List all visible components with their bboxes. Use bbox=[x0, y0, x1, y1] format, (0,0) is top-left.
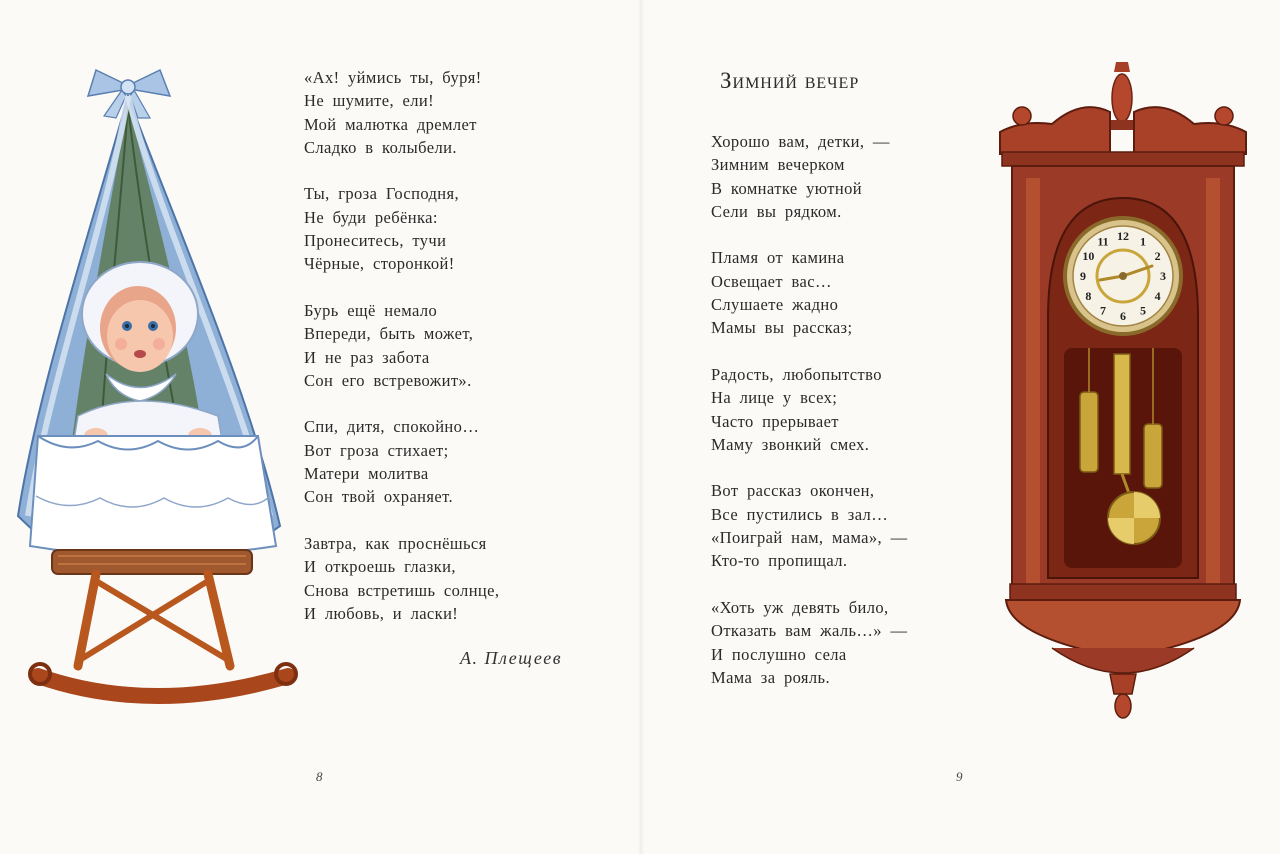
stanza bbox=[711, 363, 908, 456]
stanza bbox=[711, 246, 908, 339]
poem-line: Сели вы рядком. bbox=[711, 201, 842, 221]
poem-line: Бурь ещё немало bbox=[304, 300, 438, 320]
poem-left bbox=[304, 66, 499, 648]
poem-line: Мама за рояль. bbox=[711, 667, 830, 687]
stanza bbox=[304, 299, 499, 392]
stanza bbox=[304, 532, 499, 625]
poem-line: Завтра, как проснёшься bbox=[304, 533, 487, 553]
poem-line: Кто-то пропищал. bbox=[711, 551, 848, 571]
clock-numeral: 10 bbox=[1082, 249, 1095, 263]
wall-clock-illustration bbox=[992, 58, 1254, 723]
poem-line: И не раз забота bbox=[304, 347, 430, 367]
stanza bbox=[304, 415, 499, 508]
poem-line: Все пустились в зал… bbox=[711, 504, 889, 524]
weight-left bbox=[1080, 392, 1098, 472]
clock-numeral: 2 bbox=[1154, 249, 1161, 263]
poem-line: Мамы вы рассказ; bbox=[711, 318, 853, 338]
poem-line: Часто прерывает bbox=[711, 411, 839, 431]
poem-line: В комнатке уютной bbox=[711, 178, 862, 198]
poem-line: Мой малютка дремлет bbox=[304, 114, 477, 134]
poem-line: И послушно села bbox=[711, 644, 847, 664]
weight-right bbox=[1144, 424, 1162, 488]
clock-numeral: 7 bbox=[1100, 303, 1106, 318]
poem-line: Сладко в колыбели. bbox=[304, 137, 457, 157]
clock-numeral: 1 bbox=[1140, 234, 1146, 249]
poem-line: И откроешь глазки, bbox=[304, 557, 456, 577]
stanza bbox=[711, 596, 908, 689]
poem-line: Зимним вечерком bbox=[711, 155, 845, 175]
stanza bbox=[711, 479, 908, 572]
poem-line: Вот гроза стихает; bbox=[304, 440, 449, 460]
clock-numeral: 4 bbox=[1154, 289, 1161, 303]
poem-line: Хорошо вам, детки, — bbox=[711, 132, 890, 151]
poem-line: На лице у всех; bbox=[711, 388, 838, 408]
poem-line: Маму звонкий смех. bbox=[711, 434, 870, 454]
poem-line: Чёрные, сторонкой! bbox=[304, 254, 455, 274]
poem-line: «Хоть уж девять било, bbox=[711, 597, 889, 617]
clock-numeral: 11 bbox=[1097, 234, 1109, 249]
rocker bbox=[38, 676, 288, 696]
poem-line: И любовь, и ласки! bbox=[304, 603, 459, 623]
poem-line: Матери молитва bbox=[304, 464, 429, 484]
poem-line: Освещает вас… bbox=[711, 271, 832, 291]
page-number-left: 8 bbox=[316, 769, 323, 784]
poem-line: Пламя от камина bbox=[711, 248, 845, 268]
poem-line: Не буди ребёнка: bbox=[304, 207, 438, 227]
bassinet-frill bbox=[30, 436, 276, 556]
wicker-base bbox=[52, 550, 252, 574]
poem-line: Спи, дитя, спокойно… bbox=[304, 417, 480, 437]
clock-numeral: 5 bbox=[1140, 303, 1146, 318]
poem-line: Вот рассказ окончен, bbox=[711, 481, 875, 501]
poem-line: Отказать вам жаль…» — bbox=[711, 621, 908, 641]
stanza bbox=[304, 66, 499, 159]
clock-numeral: 12 bbox=[1117, 229, 1129, 243]
poem-right bbox=[711, 130, 908, 712]
page-number-right: 9 bbox=[956, 769, 963, 784]
stanza bbox=[304, 182, 499, 275]
poem-line: Не шумите, ели! bbox=[304, 91, 435, 111]
cradle-illustration bbox=[8, 56, 298, 721]
poem-line: Пронеситесь, тучи bbox=[304, 231, 447, 251]
clock-numeral: 6 bbox=[1120, 309, 1126, 323]
poem-line: Снова встретишь солнце, bbox=[304, 580, 500, 600]
author-signature: А. Плещеев bbox=[460, 648, 563, 668]
poem-line: Сон его встревожит». bbox=[304, 370, 472, 390]
clock-numeral: 8 bbox=[1085, 289, 1092, 303]
poem-line: Ты, гроза Господня, bbox=[304, 184, 460, 204]
poem-line: «Ах! уймись ты, буря! bbox=[304, 68, 482, 87]
page-gutter bbox=[638, 0, 644, 854]
clock-numeral: 9 bbox=[1080, 269, 1086, 283]
poem-line: Сон твой охраняет. bbox=[304, 487, 454, 507]
poem-line: Слушаете жадно bbox=[711, 295, 839, 315]
poem-line: Впереди, быть может, bbox=[304, 324, 474, 344]
poem-title: Зимний вечер bbox=[720, 68, 860, 93]
poem-line: Радость, любопытство bbox=[711, 364, 882, 384]
poem-line: «Поиграй нам, мама», — bbox=[711, 528, 908, 548]
clock-numeral: 3 bbox=[1160, 269, 1166, 283]
stanza bbox=[711, 130, 908, 223]
